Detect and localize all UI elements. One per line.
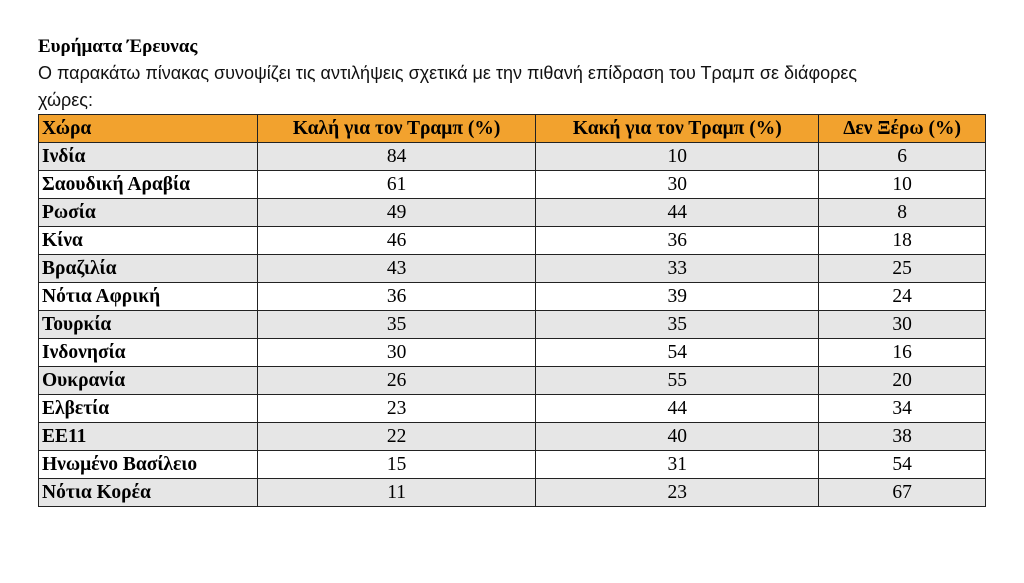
cell-good: 46 <box>257 227 536 255</box>
table-row <box>39 311 986 339</box>
cell-good: 23 <box>257 395 536 423</box>
cell-dont-know: 67 <box>819 479 986 507</box>
results-table <box>38 114 986 507</box>
table-row <box>39 451 986 479</box>
cell-dont-know: 38 <box>819 423 986 451</box>
table-row <box>39 255 986 283</box>
table-row <box>39 283 986 311</box>
cell-dont-know: 18 <box>819 227 986 255</box>
cell-bad: 54 <box>536 339 819 367</box>
cell-dont-know: 34 <box>819 395 986 423</box>
header-dont-know: Δεν Ξέρω (%) <box>819 115 986 143</box>
cell-bad: 39 <box>536 283 819 311</box>
table-row <box>39 227 986 255</box>
document-intro: Ο παρακάτω πίνακας συνοψίζει τις αντιλήψεις σχετικά με την πιθανή επίδραση του Τραμπ σε διάφορες χώρες: <box>38 63 858 110</box>
cell-bad: 55 <box>536 367 819 395</box>
table-row <box>39 143 986 171</box>
cell-good: 84 <box>257 143 536 171</box>
table-row <box>39 171 986 199</box>
cell-country: Τουρκία <box>39 311 258 339</box>
cell-dont-know: 6 <box>819 143 986 171</box>
document <box>38 34 986 507</box>
cell-country: Σαουδική Αραβία <box>39 171 258 199</box>
cell-bad: 44 <box>536 199 819 227</box>
cell-country: Βραζιλία <box>39 255 258 283</box>
cell-bad: 36 <box>536 227 819 255</box>
cell-country: Ρωσία <box>39 199 258 227</box>
table-header-row <box>39 115 986 143</box>
table-row <box>39 423 986 451</box>
cell-good: 35 <box>257 311 536 339</box>
cell-bad: 35 <box>536 311 819 339</box>
cell-bad: 40 <box>536 423 819 451</box>
cell-country: Ελβετία <box>39 395 258 423</box>
cell-country: Ινδονησία <box>39 339 258 367</box>
cell-bad: 31 <box>536 451 819 479</box>
header-country: Χώρα <box>39 115 258 143</box>
cell-bad: 23 <box>536 479 819 507</box>
cell-country: ΕΕ11 <box>39 423 258 451</box>
document-heading: Ευρήματα Έρευνας <box>38 36 198 57</box>
cell-dont-know: 25 <box>819 255 986 283</box>
table-row <box>39 479 986 507</box>
cell-country: Ουκρανία <box>39 367 258 395</box>
cell-bad: 33 <box>536 255 819 283</box>
cell-dont-know: 24 <box>819 283 986 311</box>
cell-good: 49 <box>257 199 536 227</box>
cell-dont-know: 10 <box>819 171 986 199</box>
cell-good: 11 <box>257 479 536 507</box>
cell-bad: 30 <box>536 171 819 199</box>
cell-country: Ινδία <box>39 143 258 171</box>
cell-country: Ηνωμένο Βασίλειο <box>39 451 258 479</box>
cell-country: Νότια Κορέα <box>39 479 258 507</box>
cell-bad: 44 <box>536 395 819 423</box>
header-bad: Κακή για τον Τραμπ (%) <box>536 115 819 143</box>
cell-dont-know: 16 <box>819 339 986 367</box>
cell-good: 15 <box>257 451 536 479</box>
cell-good: 30 <box>257 339 536 367</box>
cell-good: 43 <box>257 255 536 283</box>
header-good: Καλή για τον Τραμπ (%) <box>257 115 536 143</box>
cell-good: 26 <box>257 367 536 395</box>
table-row <box>39 339 986 367</box>
cell-good: 36 <box>257 283 536 311</box>
cell-country: Κίνα <box>39 227 258 255</box>
cell-bad: 10 <box>536 143 819 171</box>
cell-dont-know: 20 <box>819 367 986 395</box>
cell-dont-know: 30 <box>819 311 986 339</box>
cell-good: 61 <box>257 171 536 199</box>
table-row <box>39 367 986 395</box>
cell-country: Νότια Αφρική <box>39 283 258 311</box>
table-row <box>39 199 986 227</box>
cell-dont-know: 8 <box>819 199 986 227</box>
cell-dont-know: 54 <box>819 451 986 479</box>
cell-good: 22 <box>257 423 536 451</box>
table-row <box>39 395 986 423</box>
